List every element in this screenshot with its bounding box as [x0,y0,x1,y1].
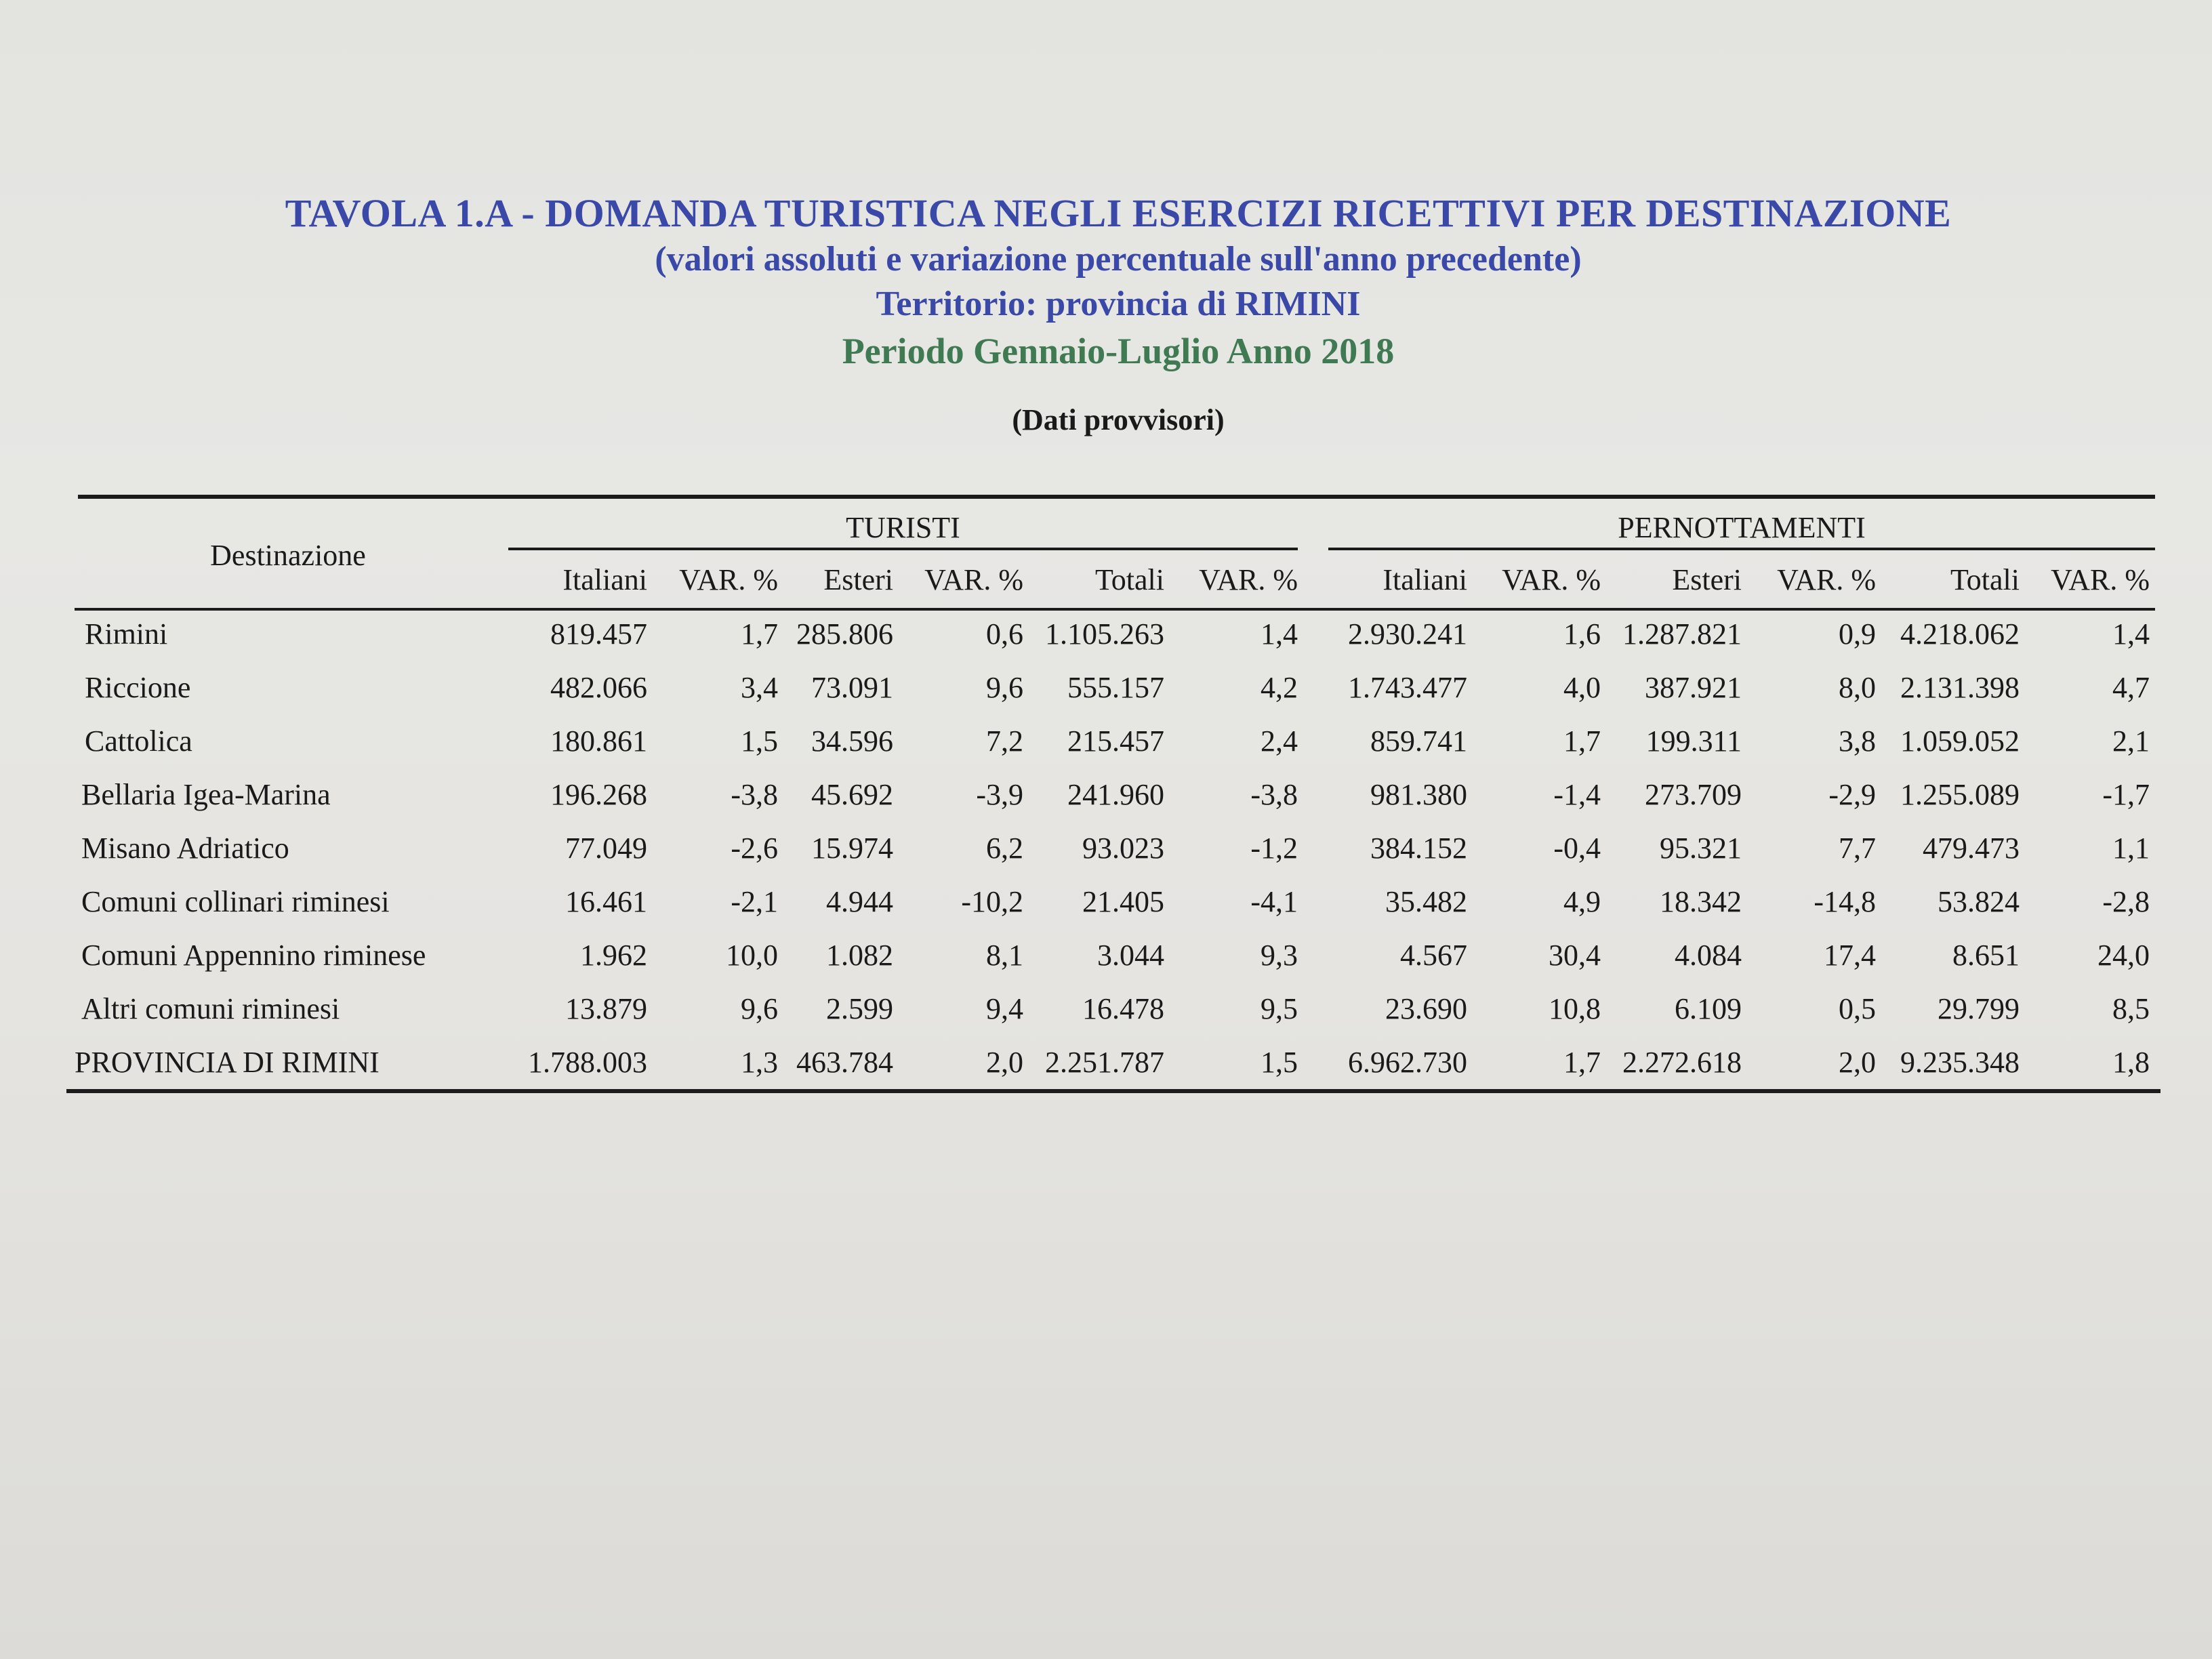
column-header: Totali [1950,563,2020,596]
row-name: Comuni collinari riminesi [81,885,390,918]
table-cell: 555.157 [1067,671,1164,704]
table-cell: 1,7 [1563,724,1601,758]
table-cell: -10,2 [961,885,1023,918]
table-cell: 196.268 [550,778,647,811]
table-cell: 1,5 [741,724,778,758]
table-cell: 4,9 [1563,885,1601,918]
table-cell: -1,4 [1553,778,1601,811]
turisti-underline [508,548,1298,550]
table-cell: 93.023 [1082,832,1164,865]
table-cell: -3,8 [1250,778,1298,811]
total-row-name: PROVINCIA DI RIMINI [75,1046,380,1079]
column-header: Esteri [823,563,893,596]
table-cell: 95.321 [1660,832,1742,865]
table-cell: 16.478 [1082,992,1164,1025]
table-cell: 1.255.089 [1900,778,2020,811]
table-cell: 9,6 [741,992,778,1025]
table-cell: 4,2 [1261,671,1298,704]
table-title: TAVOLA 1.A - DOMANDA TURISTICA NEGLI ESERCIZI RICETTIVI PER DESTINAZIONE [285,191,1952,235]
table-cell: 2.131.398 [1900,671,2020,704]
table-cell: 384.152 [1370,832,1467,865]
table-cell: 7,2 [986,724,1023,758]
column-header: Italiani [1382,563,1467,596]
table-cell: 21.405 [1082,885,1164,918]
column-header: VAR. % [924,563,1023,596]
table-cell: 23.690 [1385,992,1467,1025]
table-cell: 285.806 [796,617,893,651]
table-cell: 3,4 [741,671,778,704]
table-cell: 2,0 [1839,1046,1876,1079]
table-cell: 859.741 [1370,724,1467,758]
table-cell: 7,7 [1839,832,1876,865]
table-cell: 482.066 [550,671,647,704]
table-cell: 3,8 [1839,724,1876,758]
table-cell: 9,3 [1261,939,1298,972]
table-cell: -2,6 [731,832,778,865]
column-header: VAR. % [1777,563,1876,596]
table-cell: 6.962.730 [1348,1046,1467,1079]
row-name: Altri comuni riminesi [81,992,340,1025]
table-cell: 6,2 [986,832,1023,865]
row-name: Misano Adriatico [81,832,289,865]
table-cell: 463.784 [796,1046,893,1079]
column-header: Italiani [562,563,647,596]
table-cell: 1,1 [2112,832,2150,865]
top-rule [78,495,2155,499]
table-cell: 1,3 [741,1046,778,1079]
table-cell: 4.084 [1675,939,1742,972]
table-cell: 1.082 [826,939,893,972]
table-cell: 9,5 [1261,992,1298,1025]
table-cell: 2.930.241 [1348,617,1467,651]
table-cell: 4.218.062 [1900,617,2020,651]
title-block [203,190,2033,439]
column-header: VAR. % [679,563,778,596]
table-cell: 9,6 [986,671,1023,704]
table-cell: -14,8 [1814,885,1876,918]
table-cell: 0,6 [986,617,1023,651]
table-cell: -2,8 [2102,885,2150,918]
table-cell: 4,0 [1563,671,1601,704]
table-cell: 30,4 [1549,939,1601,972]
table-cell: 34.596 [811,724,893,758]
column-header: VAR. % [1502,563,1601,596]
table-cell: 35.482 [1385,885,1467,918]
table-cell: -3,9 [976,778,1023,811]
table-cell: 15.974 [811,832,893,865]
table-cell: -1,2 [1250,832,1298,865]
pernottamenti-underline [1328,548,2155,550]
row-name: Bellaria Igea-Marina [81,778,331,811]
provisional-note: (Dati provvisori) [1012,403,1225,436]
table-cell: 0,9 [1839,617,1876,651]
table-cell: 8,1 [986,939,1023,972]
table-cell: -1,7 [2102,778,2150,811]
table-cell: 24,0 [2097,939,2150,972]
column-header: Totali [1094,563,1164,596]
table-cell: 241.960 [1067,778,1164,811]
table-cell: 17,4 [1824,939,1876,972]
table-cell: 1,4 [1261,617,1298,651]
table-cell: 819.457 [550,617,647,651]
table-cell: 2.272.618 [1622,1046,1742,1079]
table-cell: 10,0 [726,939,778,972]
table-cell: 1,4 [2112,617,2150,651]
table-cell: 387.921 [1645,671,1742,704]
table-cell: 2,1 [2112,724,2150,758]
table-cell: 45.692 [811,778,893,811]
table-cell: 6.109 [1675,992,1742,1025]
table-cell: 199.311 [1645,724,1742,758]
table-cell: 1.059.052 [1900,724,2020,758]
table-cell: 1,5 [1261,1046,1298,1079]
table-cell: 2.599 [826,992,893,1025]
table-cell: 4,7 [2112,671,2150,704]
column-header: VAR. % [2051,563,2150,596]
table-cell: 4.567 [1400,939,1467,972]
row-name: Rimini [85,617,168,651]
column-header: Esteri [1672,563,1742,596]
table-cell: -4,1 [1250,885,1298,918]
table-cell: 981.380 [1370,778,1467,811]
row-name: Riccione [85,671,191,704]
table-cell: 8,5 [2112,992,2150,1025]
table-cell: 1.743.477 [1348,671,1467,704]
table-cell: 1.287.821 [1622,617,1742,651]
header-bottom-rule [75,608,2155,611]
table-cell: 2.251.787 [1045,1046,1164,1079]
table-cell: 1.788.003 [528,1046,647,1079]
table-cell: 10,8 [1549,992,1601,1025]
table-cell: 180.861 [550,724,647,758]
row-name: Cattolica [85,724,192,758]
bottom-rule [66,1089,2160,1093]
table-cell: 8,0 [1839,671,1876,704]
destination-header: Destinazione [210,539,366,572]
table-cell: 8.651 [1952,939,2020,972]
table-cell: 1,6 [1563,617,1601,651]
group-header-turisti: TURISTI [846,511,960,544]
table-cell: 1.962 [580,939,647,972]
table-cell: 0,5 [1839,992,1876,1025]
table-cell: 29.799 [1938,992,2020,1025]
table-cell: 1.105.263 [1045,617,1164,651]
column-header: VAR. % [1199,563,1298,596]
table-cell: 2,0 [986,1046,1023,1079]
table-cell: 53.824 [1938,885,2020,918]
table-subtitle: (valori assoluti e variazione percentuale sull'anno precedente) [655,240,1582,279]
group-header-pernottamenti: PERNOTTAMENTI [1618,511,1866,544]
table-cell: 3.044 [1097,939,1164,972]
table-cell: 9.235.348 [1900,1046,2020,1079]
table-cell: 1,7 [1563,1046,1601,1079]
table-cell: -2,9 [1828,778,1876,811]
row-name: Comuni Appennino riminese [81,939,426,972]
period-line: Periodo Gennaio-Luglio Anno 2018 [842,331,1395,371]
table-cell: -3,8 [731,778,778,811]
table-cell: 273.709 [1645,778,1742,811]
table-cell: -2,1 [731,885,778,918]
table-cell: 1,7 [741,617,778,651]
table-cell: 4.944 [826,885,893,918]
table-cell: 9,4 [986,992,1023,1025]
table-cell: 77.049 [565,832,647,865]
table-cell: 2,4 [1261,724,1298,758]
table-cell: 16.461 [565,885,647,918]
table-cell: 1,8 [2112,1046,2150,1079]
territory-line: Territorio: provincia di RIMINI [876,285,1361,323]
table-cell: 479.473 [1923,832,2020,865]
table-cell: 73.091 [811,671,893,704]
table-cell: 18.342 [1660,885,1742,918]
table-cell: -0,4 [1553,832,1601,865]
table-cell: 13.879 [565,992,647,1025]
table-cell: 215.457 [1067,724,1164,758]
